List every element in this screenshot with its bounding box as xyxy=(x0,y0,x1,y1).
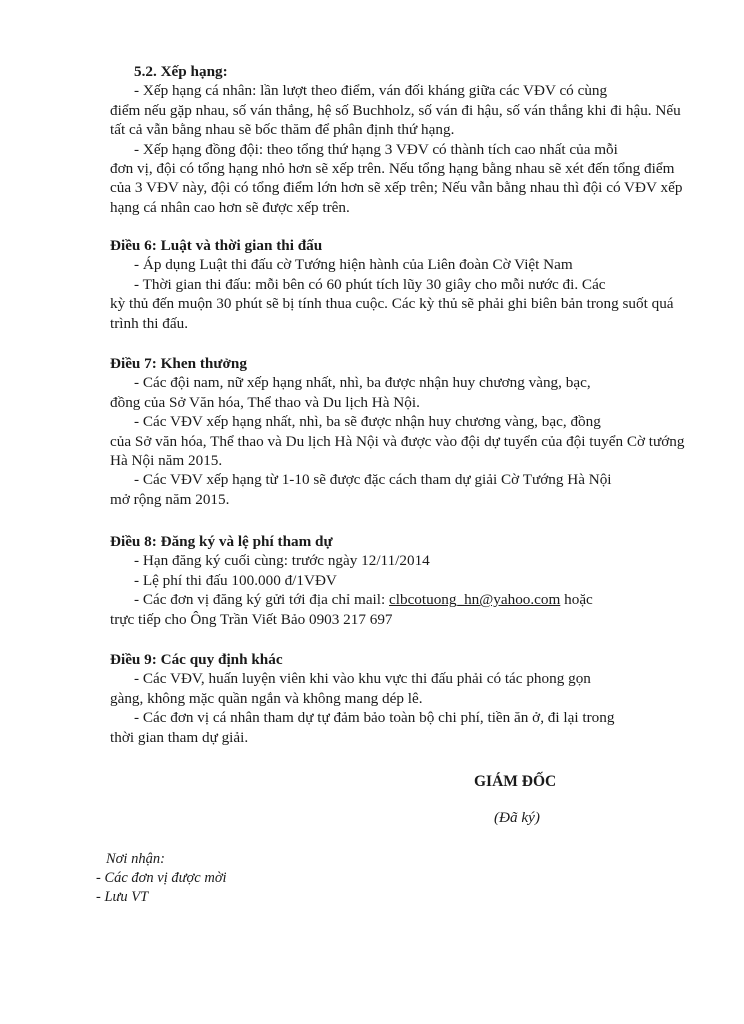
article-heading: Điều 9: Các quy định khác xyxy=(110,651,283,668)
paragraph-body: của Sở văn hóa, Thể thao và Du lịch Hà Nội và được vào đội dự tuyển của đội tuyển Cờ tướng Hà Nội năm 2015. xyxy=(110,432,685,470)
recipients-label: Nơi nhận: xyxy=(106,851,165,867)
paragraph-body: đơn vị, đội có tổng hạng nhỏ hơn sẽ xếp trên. Nếu tổng hạng bằng nhau sẽ xét đến tổng điểm của 3 VĐV này, đội có tổng điểm lớn hơn sẽ xếp trên; Nếu vẫn bằng nhau thì đội có VĐV xếp hạng cá nhân cao hơn sẽ được xếp trên. xyxy=(110,160,683,216)
signature-note: (Đã ký) xyxy=(494,809,540,826)
section-heading: 5.2. Xếp hạng: xyxy=(134,63,228,80)
email-suffix: hoặc xyxy=(560,591,593,609)
paragraph-body: điểm nếu gặp nhau, số ván thắng, hệ số Buchholz, số ván đi hậu, số ván thắng khi đi hậu. Nếu tất cả vẫn bằng nhau sẽ bốc thăm để phân định thứ hạng. xyxy=(110,101,681,139)
paragraph-line: - Áp dụng Luật thi đấu cờ Tướng hiện hành của Liên đoàn Cờ Việt Nam xyxy=(134,256,573,274)
article-7 xyxy=(110,354,685,509)
paragraph-body: kỳ thủ đến muộn 30 phút sẽ bị tính thua cuộc. Các kỳ thủ sẽ phải ghi biên bản trong suốt quá trình thi đấu. xyxy=(110,295,674,332)
paragraph-lead: - Xếp hạng đồng đội: theo tổng thứ hạng 3 VĐV có thành tích cao nhất của mỗi xyxy=(134,140,618,158)
section-5-2 xyxy=(110,62,685,217)
paragraph-body: thời gian tham dự giải. xyxy=(110,728,249,746)
recipients-block xyxy=(96,850,227,907)
paragraph-lead: - Các đội nam, nữ xếp hạng nhất, nhì, ba được nhận huy chương vàng, bạc, xyxy=(134,374,591,392)
article-heading: Điều 7: Khen thưởng xyxy=(110,355,247,372)
paragraph-line: - Hạn đăng ký cuối cùng: trước ngày 12/11/2014 xyxy=(134,552,430,570)
article-6 xyxy=(110,236,685,333)
paragraph-body: mở rộng năm 2015. xyxy=(110,490,230,508)
article-9 xyxy=(110,650,685,747)
paragraph-lead: - Thời gian thi đấu: mỗi bên có 60 phút tích lũy 30 giây cho mỗi nước đi. Các xyxy=(134,275,606,293)
paragraph-lead: - Các VĐV xếp hạng từ 1-10 sẽ được đặc cách tham dự giải Cờ Tướng Hà Nội xyxy=(134,471,612,489)
recipient-item: - Lưu VT xyxy=(96,889,149,905)
paragraph-body: trực tiếp cho Ông Trần Viết Bảo 0903 217 697 xyxy=(110,610,393,628)
email-link[interactable]: clbcotuong_hn@yahoo.com xyxy=(389,591,561,609)
paragraph-lead: - Các VĐV, huấn luyện viên khi vào khu vực thi đấu phải có tác phong gọn xyxy=(134,670,591,688)
paragraph-body: đồng của Sở Văn hóa, Thể thao và Du lịch Hà Nội. xyxy=(110,393,420,411)
recipient-item: - Các đơn vị được mời xyxy=(96,870,227,886)
email-prefix: - Các đơn vị đăng ký gửi tới địa chỉ mail: xyxy=(134,591,390,609)
paragraph-lead: - Các đơn vị cá nhân tham dự tự đảm bảo toàn bộ chi phí, tiền ăn ở, đi lại trong xyxy=(134,709,615,727)
paragraph-line: - Lệ phí thi đấu 100.000 đ/1VĐV xyxy=(134,571,337,589)
article-heading: Điều 8: Đăng ký và lệ phí tham dự xyxy=(110,533,333,550)
paragraph-body: gàng, không mặc quần ngắn và không mang dép lê. xyxy=(110,689,423,707)
article-heading: Điều 6: Luật và thời gian thi đấu xyxy=(110,237,323,254)
paragraph-email-line xyxy=(110,590,685,609)
signature-title: GIÁM ĐỐC xyxy=(474,773,557,790)
paragraph-lead: - Xếp hạng cá nhân: lần lượt theo điểm, ván đối kháng giữa các VĐV có cùng xyxy=(134,82,608,100)
paragraph-lead: - Các VĐV xếp hạng nhất, nhì, ba sẽ được nhận huy chương vàng, bạc, đồng xyxy=(134,413,601,431)
article-8 xyxy=(110,532,685,629)
